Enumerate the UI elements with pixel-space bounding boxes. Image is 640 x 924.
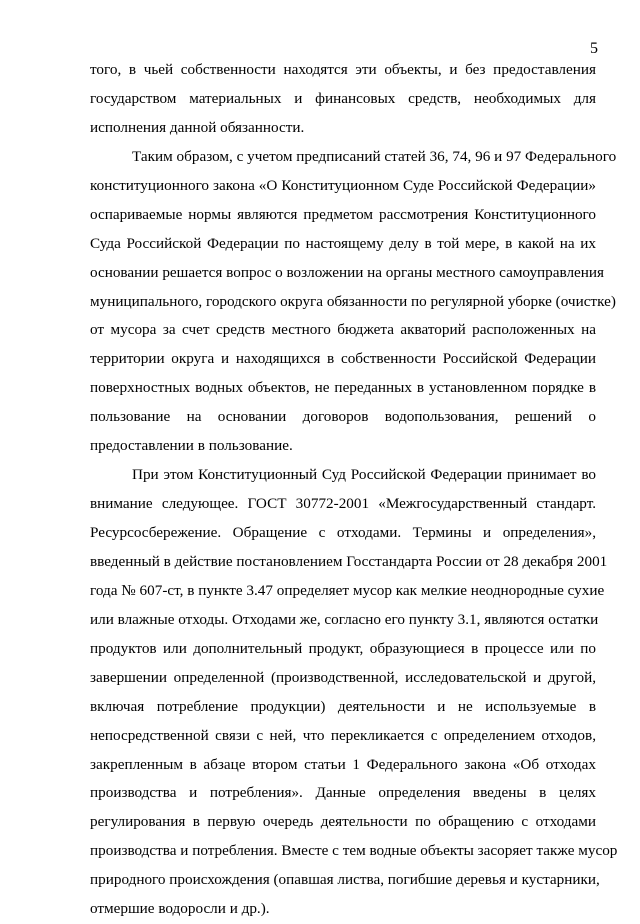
text-line: продуктов или дополнительный продукт, образующиеся в процессе или по (90, 639, 596, 657)
text-line: закрепленным в абзаце втором статьи 1 Федерального закона «Об отходах (90, 755, 596, 773)
text-line: государством материальных и финансовых средств, необходимых для (90, 89, 596, 107)
text-line: производства и потребления». Данные определения введены в целях (90, 784, 596, 802)
text-line: оспариваемые нормы являются предметом рассмотрения Конституционного (90, 205, 596, 223)
text-line: отмершие водоросли и др.). (90, 900, 270, 918)
text-line: территории округа и находящихся в собственности Российской Федерации (90, 350, 596, 368)
text-line: пользование на основании договоров водопользования, решений о (90, 408, 596, 426)
text-line: исполнения данной обязанности. (90, 118, 305, 136)
text-line: непосредственной связи с ней, что перекликается с определением отходов, (90, 726, 596, 744)
text-line: завершении определенной (производственной, исследовательской и другой, (90, 668, 596, 686)
paragraph-2 (90, 143, 617, 461)
text-line: введенный в действие постановлением Госстандарта России от 28 декабря 2001 (90, 552, 608, 570)
text-line: поверхностных водных объектов, не переданных в установленном порядке в (90, 379, 596, 397)
text-line: включая потребление продукции) деятельности и не используемые в (90, 697, 596, 715)
text-line: от мусора за счет средств местного бюджета акваторий расположенных на (90, 321, 596, 339)
text-line: основании решается вопрос о возложении на органы местного самоуправления (90, 263, 605, 281)
text-line: конституционного закона «О Конституционном Суде Российской Федерации» (90, 176, 596, 194)
text-line: Ресурсосбережение. Обращение с отходами. Термины и определения», (90, 524, 596, 541)
text-line: производства и потребления. Вместе с тем водные объекты засоряет также мусор (90, 842, 618, 860)
text-line: или влажные отходы. Отходами же, согласно его пункту 3.1, являются остатки (90, 610, 599, 628)
text-line: внимание следующее. ГОСТ 30772-2001 «Межгосударственный стандарт. (90, 495, 596, 513)
text-line: При этом Конституционный Суд Российской Федерации принимает во (132, 466, 596, 484)
paragraph-1 (90, 56, 596, 143)
text-line: природного происхождения (опавшая листва, погибшие деревья и кустарники, (90, 871, 600, 889)
text-line: муниципального, городского округа обязанности по регулярной уборке (очистке) (90, 292, 616, 310)
text-line: года № 607-ст, в пункте 3.47 определяет мусор как мелкие неоднородные сухие (90, 581, 605, 599)
text-line: регулирования в первую очередь деятельности по обращению с отходами (90, 813, 596, 831)
text-line: того, в чьей собственности находятся эти объекты, и без предоставления (90, 61, 596, 78)
page-number: 5 (590, 40, 598, 57)
paragraph-3 (90, 461, 618, 924)
document-body (90, 56, 618, 924)
text-line: Суда Российской Федерации по настоящему делу в той мере, в какой на их (90, 234, 596, 252)
text-line: Таким образом, с учетом предписаний статей 36, 74, 96 и 97 Федерального (132, 147, 617, 165)
text-line: предоставлении в пользование. (90, 437, 293, 455)
